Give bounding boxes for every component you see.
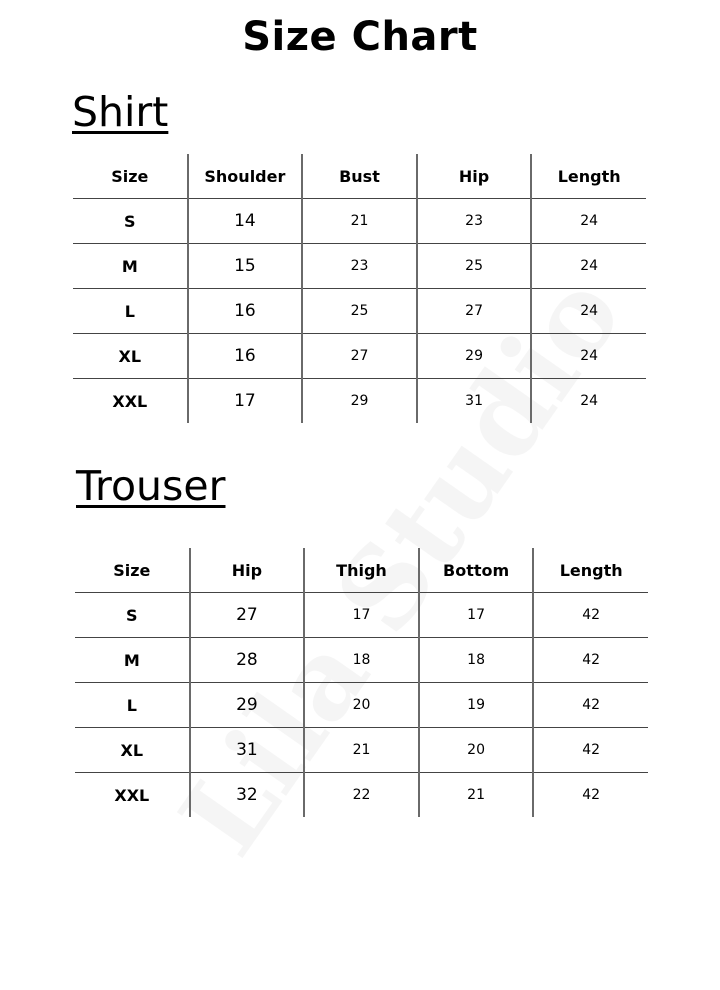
- column-header-size: Size: [111, 166, 149, 186]
- column-header-length: Length: [533, 548, 648, 593]
- table-cell: 24: [531, 334, 646, 379]
- table-row: [75, 728, 648, 773]
- table-cell: 23: [302, 244, 417, 289]
- table-cell: 42: [533, 728, 648, 773]
- size-cell: S: [75, 593, 190, 638]
- table-cell: 21: [304, 728, 419, 773]
- table-row: [73, 199, 646, 244]
- size-cell: L: [75, 683, 190, 728]
- column-header-size: Size: [113, 560, 151, 580]
- table-cell: 29: [190, 683, 305, 728]
- table-cell: 21: [419, 773, 534, 818]
- column-header-bottom: Bottom: [419, 548, 534, 593]
- table-cell: 32: [190, 773, 305, 818]
- size-cell: L: [73, 289, 188, 334]
- table-cell: 20: [304, 683, 419, 728]
- table-row: [73, 244, 646, 289]
- table-cell: 31: [190, 728, 305, 773]
- column-header-shoulder: Shoulder: [188, 154, 303, 199]
- table-cell: 23: [417, 199, 532, 244]
- table-row: [75, 683, 648, 728]
- table-cell: 16: [188, 289, 303, 334]
- table-cell: 42: [533, 773, 648, 818]
- table-cell: 15: [188, 244, 303, 289]
- table-header-row: [75, 548, 648, 593]
- table-cell: 16: [188, 334, 303, 379]
- size-cell: M: [75, 638, 190, 683]
- table-cell: 31: [417, 379, 532, 424]
- table-row: [73, 289, 646, 334]
- table-cell: 14: [188, 199, 303, 244]
- table-cell: 27: [302, 334, 417, 379]
- size-cell: XL: [75, 728, 190, 773]
- table-cell: 18: [419, 638, 534, 683]
- column-header-bust: Bust: [302, 154, 417, 199]
- column-header-hip: Hip: [417, 154, 532, 199]
- size-cell: XXL: [75, 773, 190, 818]
- table-cell: 25: [302, 289, 417, 334]
- table-cell: 42: [533, 683, 648, 728]
- table-cell: 27: [417, 289, 532, 334]
- trouser-section-title: Trouser: [76, 462, 226, 510]
- table-cell: 24: [531, 289, 646, 334]
- table-row: [73, 334, 646, 379]
- column-header-length: Length: [531, 154, 646, 199]
- table-cell: 19: [419, 683, 534, 728]
- table-cell: 25: [417, 244, 532, 289]
- table-cell: 24: [531, 244, 646, 289]
- table-cell: 28: [190, 638, 305, 683]
- table-cell: 18: [304, 638, 419, 683]
- table-cell: 42: [533, 593, 648, 638]
- table-cell: 17: [304, 593, 419, 638]
- shirt-size-table: [73, 154, 646, 423]
- table-cell: 22: [304, 773, 419, 818]
- table-row: [75, 773, 648, 818]
- table-header-row: [73, 154, 646, 199]
- size-cell: M: [73, 244, 188, 289]
- table-row: [75, 638, 648, 683]
- table-cell: 17: [419, 593, 534, 638]
- column-header-hip: Hip: [190, 548, 305, 593]
- table-cell: 17: [188, 379, 303, 424]
- table-cell: 24: [531, 379, 646, 424]
- page-title: Size Chart: [242, 14, 478, 60]
- size-cell: XL: [73, 334, 188, 379]
- table-cell: 20: [419, 728, 534, 773]
- table-cell: 29: [302, 379, 417, 424]
- table-row: [73, 379, 646, 424]
- table-cell: 24: [531, 199, 646, 244]
- column-header-thigh: Thigh: [304, 548, 419, 593]
- trouser-size-table: [75, 548, 648, 817]
- table-cell: 29: [417, 334, 532, 379]
- table-row: [75, 593, 648, 638]
- table-cell: 27: [190, 593, 305, 638]
- size-cell: S: [73, 199, 188, 244]
- table-cell: 42: [533, 638, 648, 683]
- table-cell: 21: [302, 199, 417, 244]
- shirt-section-title: Shirt: [72, 88, 169, 136]
- size-cell: XXL: [73, 379, 188, 424]
